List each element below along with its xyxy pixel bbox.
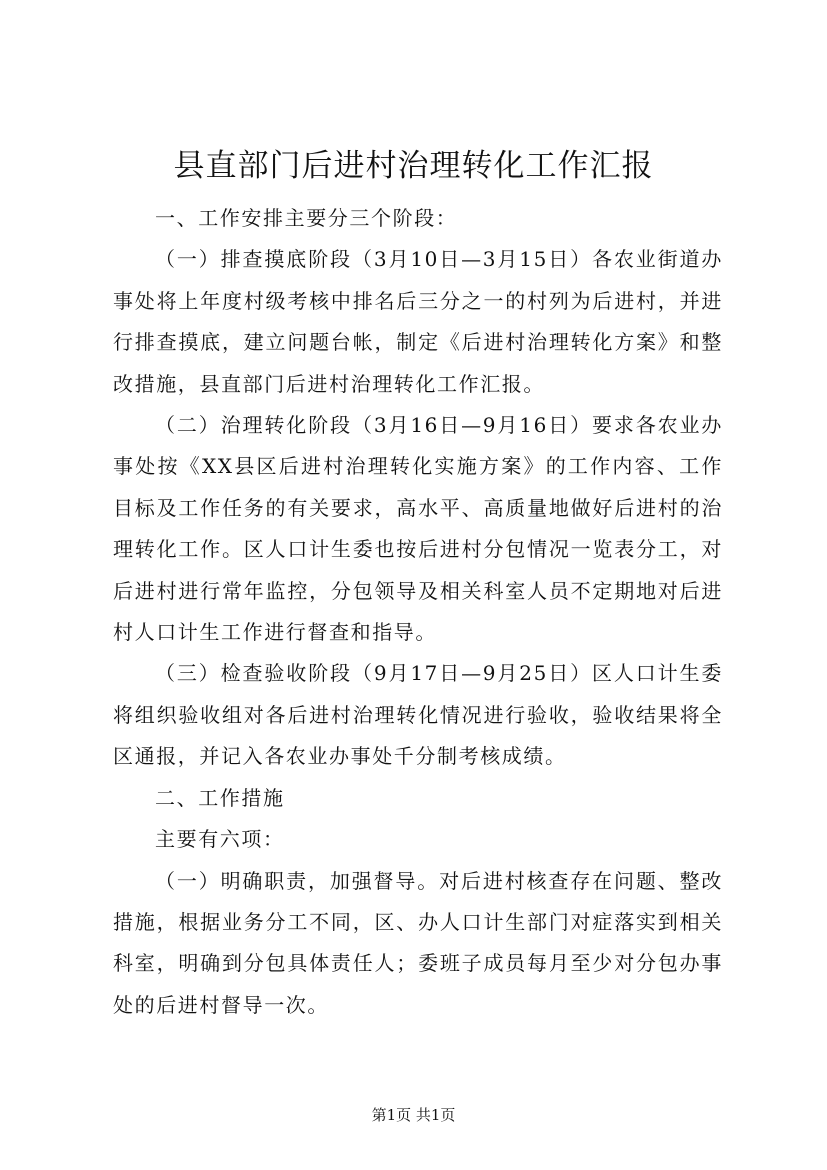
paragraph-phase-rectification: （二）治理转化阶段（3月16日—9月16日）要求各农业办事处按《XX县区后进村治理转化实施方案》的工作内容、工作目标及工作任务的有关要求，高水平、高质量地做好后进村的治理转化工作。区人口计生委也按后进村分包情况一览表分工，对后进村进行常年监控，分包领导及相关科室人员不定期地对后进村人口计生工作进行督查和指导。 (113, 413, 723, 645)
section-heading-work-measures: 二、工作措施 (155, 785, 285, 810)
document-title: 县直部门后进村治理转化工作汇报 (173, 148, 654, 184)
page-footer: 第1页 共1页 (371, 1106, 456, 1124)
document-body (113, 198, 723, 1026)
paragraph-phase-inspection: （三）检查验收阶段（9月17日—9月25日）区人口计生委将组织验收组对各后进村治理转化情况进行验收，验收结果将全区通报，并记入各农业办事处千分制考核成绩。 (113, 661, 723, 769)
paragraph-measures-intro: 主要有六项： (155, 827, 285, 852)
paragraph-phase-investigation: （一）排查摸底阶段（3月10日—3月15日）各农业街道办事处将上年度村级考核中排名后三分之一的村列为后进村，并进行排查摸底，建立问题台帐，制定《后进村治理转化方案》和整改措施，县直部门后进村治理转化工作汇报。 (113, 247, 723, 396)
section-heading-work-arrangement: 一、工作安排主要分三个阶段： (155, 206, 458, 230)
paragraph-measure-one: （一）明确职责，加强督导。对后进村核查存在问题、整改措施，根据业务分工不同，区、办人口计生部门对症落实到相关科室，明确到分包具体责任人；委班子成员每月至少对分包办事处的后进村督导一次。 (113, 868, 723, 1017)
